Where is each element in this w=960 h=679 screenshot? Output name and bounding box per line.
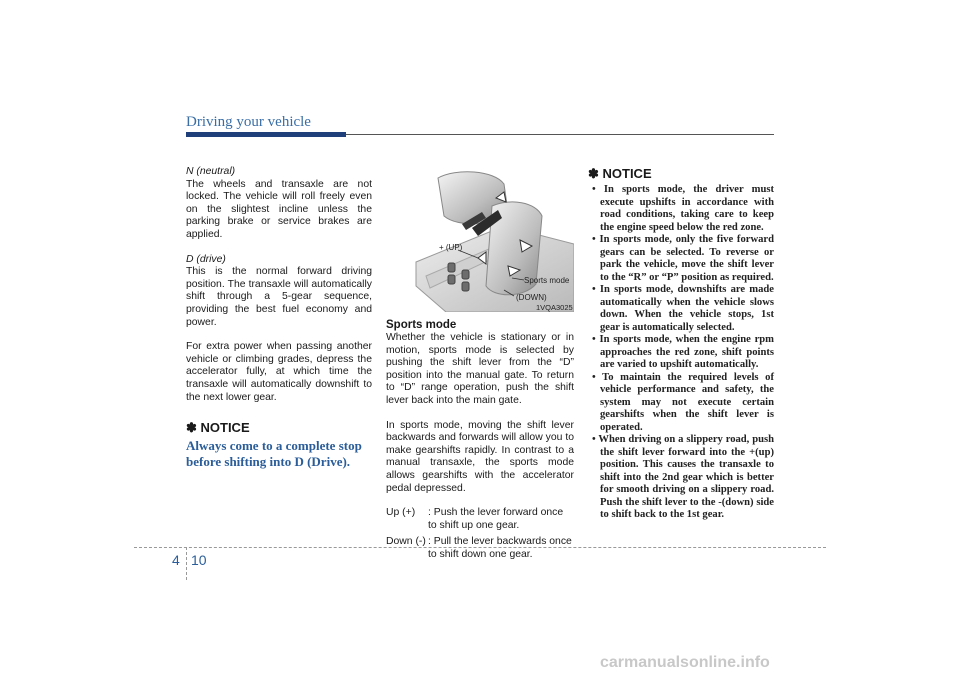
label-down: (DOWN) [516,293,547,302]
middle-column [386,318,574,562]
sports-body-1: Whether the vehicle is stationary or in motion, sports mode is selected by pushing the shift lever from the “D” position into the manual gate. To return to “D” range operation, push the shift lever back into the main gate. [386,332,574,406]
sports-body-2: In sports mode, moving the shift lever backwards and forwards will allow you to make gearshifts rapidly. In contrast to a manual transaxle, the sports mode allows gearshifts with the accelerator pedal depressed. [386,419,574,494]
left-column [186,166,372,469]
list-item: • In sports mode, when the engine rpm approaches the red zone, shift points are varied to upshift automatically. [592,334,774,370]
page-number: 10 [191,552,207,568]
sports-notice-list [588,184,774,522]
label-sports-mode: Sports mode [524,276,570,285]
list-item: • In sports mode, the driver must execute upshifts in accordance with road conditions, taking care to keep the engine speed below the red zone. [592,184,774,233]
down-definition [386,536,574,561]
list-item: • When driving on a slippery road, push the shift lever forward into the +(up) position. This causes the transaxle to shift into the 2nd gear which is better for smooth driving on a slippery road. Push the shift lever to the -(down) side to shift back to the 1st gear. [592,434,774,520]
header-rule [346,134,774,135]
neutral-heading: N (neutral) [186,166,236,177]
sports-notice-heading: ✽ NOTICE [588,166,652,181]
neutral-body: The wheels and transaxle are not locked. The vehicle will roll freely even on the slightest incline unless the parking brake or service brakes are applied. [186,178,372,240]
page-header-title: Driving your vehicle [186,114,311,130]
watermark: carmanualsonline.info [600,654,770,671]
right-column [588,166,774,522]
shift-lever-figure [386,166,574,312]
chapter-number: 4 [172,552,180,568]
down-term: Down (-) [386,536,426,548]
footer-separator [186,547,187,580]
header-accent-bar [186,132,346,137]
notice-heading: ✽ NOTICE [186,420,250,436]
notice-body: Always come to a complete stop before shifting into D (Drive). [186,438,362,469]
drive-body-2: For extra power when passing another vehicle or climbing grades, depress the accelerator fully, at which time the transaxle will automatically downshift to the next lower gear. [186,341,372,403]
sports-mode-heading: Sports mode [386,319,457,331]
shift-lever-illustration [386,166,574,312]
down-description: : Pull the lever backwards once to shift down one gear. [428,536,572,560]
list-item: • In sports mode, only the five forward gears can be selected. To reverse or park the vehicle, move the shift lever to the “R” or “P” position as required. [592,234,774,283]
label-up: + (UP) [439,243,463,252]
footer-rule [134,547,826,548]
up-definition [386,507,574,532]
up-term: Up (+) [386,507,416,519]
drive-body-1: This is the normal forward driving position. The transaxle will automatically shift through a 5-gear sequence, providing the best fuel economy and power. [186,266,372,328]
list-item: • To maintain the required levels of vehicle performance and safety, the system may not execute certain gearshifts when the shift lever is operated. [592,371,774,433]
list-item: • In sports mode, downshifts are made automatically when the vehicle slows down. When the vehicle stops, 1st gear is automatically selected. [592,284,774,333]
up-description: : Push the lever forward once to shift up one gear. [428,507,564,531]
figure-code: 1VQA3025 [536,303,573,312]
drive-heading: D (drive) [186,253,226,265]
